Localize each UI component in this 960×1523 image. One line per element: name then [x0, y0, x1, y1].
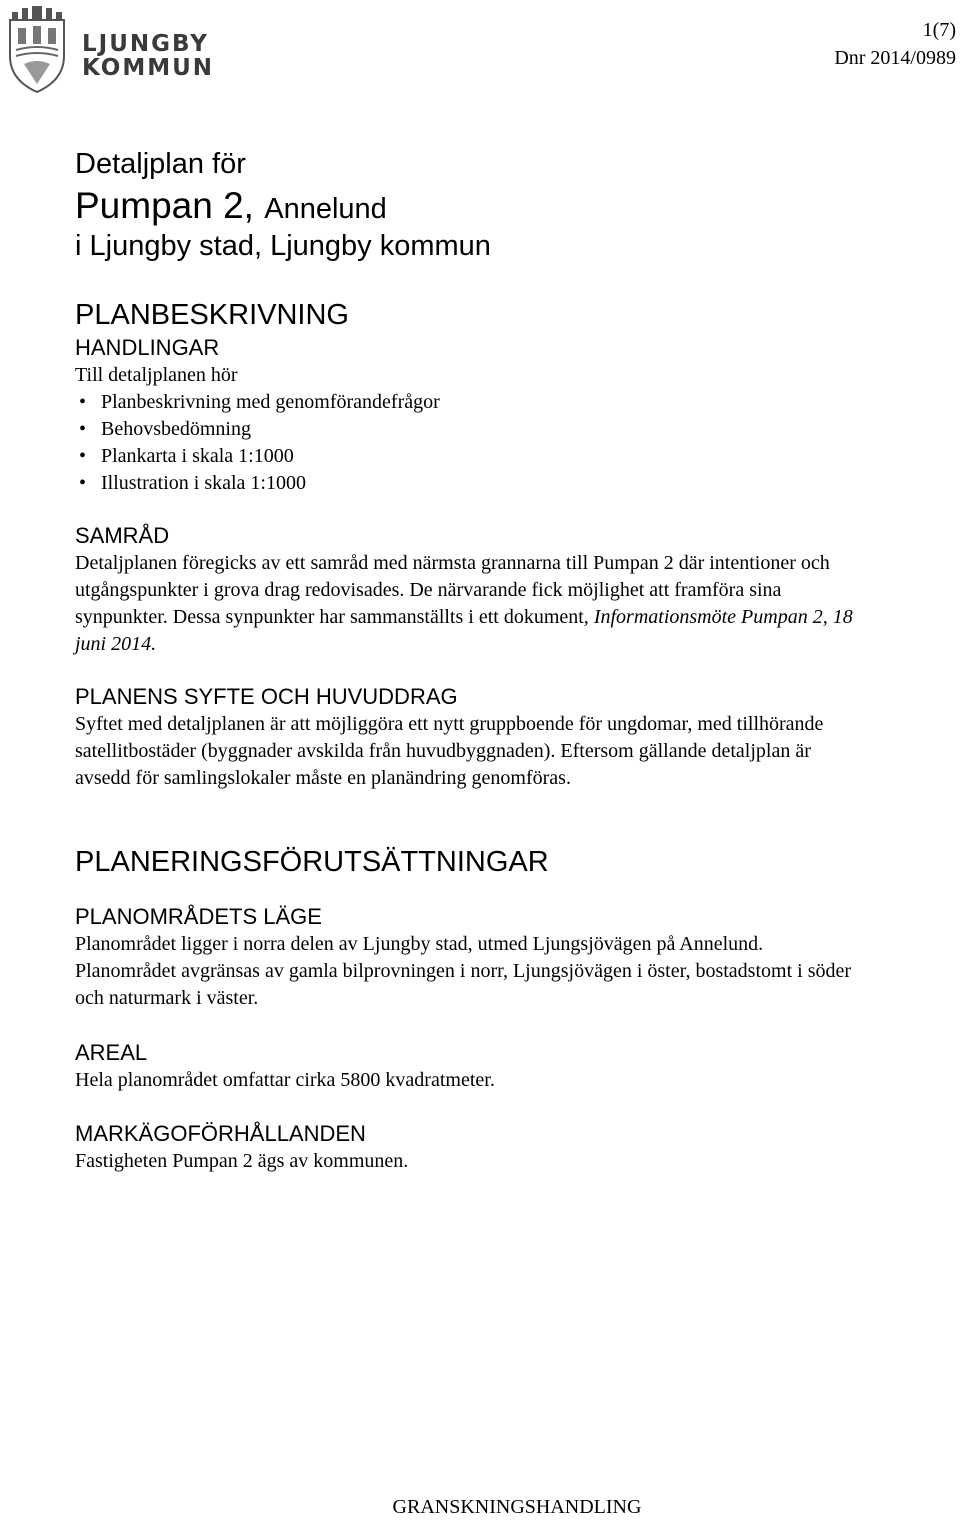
markagoforhallanden-text: Fastigheten Pumpan 2 ägs av kommunen.: [75, 1150, 409, 1172]
list-item: • Illustration i skala 1:1000: [75, 470, 440, 497]
logo-line-1: LJUNGBY: [82, 31, 209, 57]
samrad-document-reference: Informationsmöte Pumpan 2, 18 juni 2014.: [75, 606, 853, 655]
lage-text: Planområdet ligger i norra delen av Ljungby stad, utmed Ljungsjövägen på Annelund. Planområdet avgränsas av gamla bilprovningen i norr, Ljungsjövägen i öster, bostadstomt i söder och naturmark i väster.: [75, 933, 852, 1009]
coat-of-arms-icon: [6, 4, 68, 94]
markagoforhallanden-heading: MARKÄGOFÖRHÅLLANDEN: [75, 1121, 366, 1146]
title-line-2: [75, 184, 387, 231]
logo-line-2: KOMMUN: [82, 55, 215, 81]
title-plan-name: Pumpan 2,: [75, 185, 254, 226]
document-status: GRANSKNINGSHANDLING: [392, 1496, 642, 1518]
samrad-body: Detaljplanen föregicks av ett samråd med närmsta grannarna till Pumpan 2 där intentioner och utgångspunkter i grova drag redovisades. De närvarande fick möjlighet att framföra sina synpunkter. Dessa synpunkter har sammanställts i ett dokument,: [75, 552, 830, 628]
logo-wordmark: [82, 32, 214, 80]
samrad-text: [75, 550, 865, 658]
lage-heading: PLANOMRÅDETS LÄGE: [75, 904, 322, 929]
handlingar-heading: HANDLINGAR: [75, 335, 220, 360]
handlingar-intro: Till detaljplanen hör: [75, 364, 238, 386]
areal-text: Hela planområdet omfattar cirka 5800 kvadratmeter.: [75, 1069, 495, 1091]
syfte-text: Syftet med detaljplanen är att möjliggöra ett nytt gruppboende för ungdomar, med tillhörande satellitbostäder (byggnader avskilda från huvudbyggnaden). Eftersom gällande detaljplan är avsedd för samlingslokaler måste en planändring genomföras.: [75, 713, 824, 789]
title-line-3: i Ljungby stad, Ljungby kommun: [75, 230, 491, 262]
municipality-logo: [6, 4, 215, 94]
handlingar-list: [75, 389, 440, 497]
title-area-name: Annelund: [264, 193, 387, 225]
forutsattningar-heading: PLANERINGSFÖRUTSÄTTNINGAR: [75, 846, 549, 878]
list-item: • Planbeskrivning med genomförandefrågor: [75, 389, 440, 416]
list-item: • Plankarta i skala 1:1000: [75, 443, 440, 470]
areal-heading: AREAL: [75, 1040, 148, 1065]
page-number: 1(7): [922, 19, 956, 41]
samrad-heading: SAMRÅD: [75, 523, 170, 548]
title-line-1: Detaljplan för: [75, 148, 246, 180]
syfte-heading: PLANENS SYFTE OCH HUVUDDRAG: [75, 684, 458, 709]
planbeskrivning-heading: PLANBESKRIVNING: [75, 299, 349, 331]
list-item: • Behovsbedömning: [75, 416, 440, 443]
diary-number: Dnr 2014/0989: [834, 47, 956, 69]
